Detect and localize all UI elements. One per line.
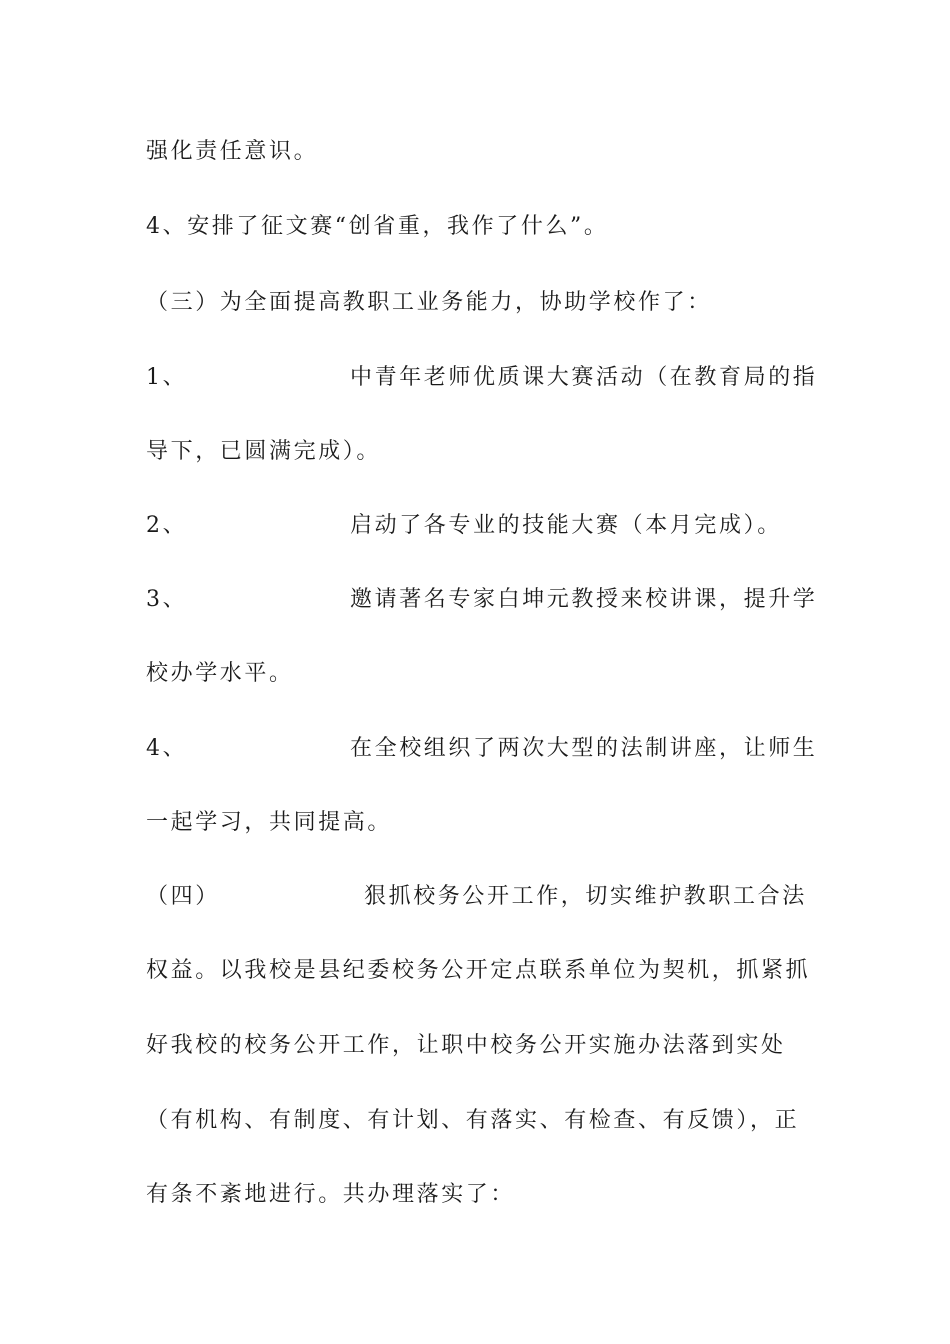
section-heading: （三）为全面提高教职工业务能力，协助学校作了： — [146, 290, 712, 315]
list-item-text: 邀请著名专家白坤元教授来校讲课，提升学 — [350, 587, 818, 612]
list-item-text: 中青年老师优质课大赛活动（在教育局的指 — [350, 365, 818, 390]
text-line: 一起学习，共同提高。 — [146, 810, 393, 835]
section-number: （四） — [146, 884, 220, 909]
text-line: 权益。以我校是县纪委校务公开定点联系单位为契机，抓紧抓 — [146, 958, 811, 983]
text-line: 校办学水平。 — [146, 661, 294, 686]
text-line: （有机构、有制度、有计划、有落实、有检查、有反馈），正 — [146, 1108, 800, 1133]
list-item-number: 2、 — [146, 513, 188, 538]
list-item-number: 1、 — [146, 365, 188, 390]
text-line: 有条不紊地进行。共办理落实了： — [146, 1182, 516, 1207]
section-heading-text: 狠抓校务公开工作，切实维护教职工合法 — [364, 884, 807, 909]
list-item-text: 在全校组织了两次大型的法制讲座，让师生 — [350, 736, 818, 761]
text-line: 导下，已圆满完成）。 — [146, 439, 382, 464]
text-line: 4、安排了征文赛“创省重，我作了什么”。 — [146, 214, 609, 239]
list-item-text: 启动了各专业的技能大赛（本月完成）。 — [350, 513, 782, 538]
list-item-number: 4、 — [146, 736, 188, 761]
list-item-number: 3、 — [146, 587, 188, 612]
text-line: 强化责任意识。 — [146, 139, 319, 164]
text-line: 好我校的校务公开工作，让职中校务公开实施办法落到实处 — [146, 1033, 786, 1058]
